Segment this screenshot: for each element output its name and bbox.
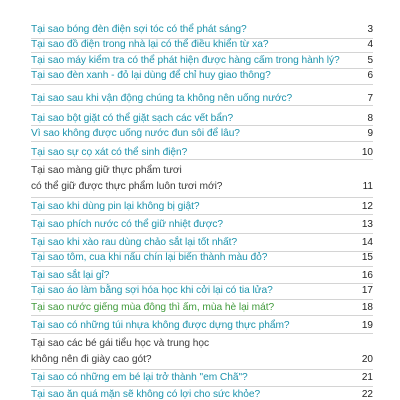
- toc-entry-page: 15: [361, 252, 373, 263]
- toc-entry-page: 18: [361, 302, 373, 313]
- toc-entry-page: 16: [361, 270, 373, 281]
- toc-entry-page: 5: [367, 55, 373, 66]
- toc-entry-title: Tại sao bột giặt có thể giặt sạch các vết bẩn?: [31, 113, 234, 124]
- toc-entry[interactable]: [31, 267, 373, 284]
- toc-entry[interactable]: [31, 142, 373, 160]
- toc-entry[interactable]: [31, 85, 373, 106]
- toc-entry-title: Vì sao không được uống nước đun sôi để lâu?: [31, 128, 240, 139]
- toc-entry-title: Tại sao sự cọ xát có thể sinh điện?: [31, 147, 188, 158]
- toc-entry-title: Tại sao sắt lại gỉ?: [31, 270, 110, 281]
- toc-entry-title: Tại sao áo làm bằng sợi hóa học khi cởi lại có tia lửa?: [31, 285, 273, 296]
- toc-entry-page: 8: [367, 113, 373, 124]
- toc-entry-title: Tại sao sau khi vận động chúng ta không nên uống nước?: [31, 93, 293, 104]
- toc-entry-title: Tại sao khi dùng pin lại không bị giật?: [31, 201, 200, 212]
- toc-entry-page: 19: [361, 320, 373, 331]
- toc-entry-page: 20: [361, 354, 373, 365]
- toc-entry[interactable]: [31, 39, 373, 53]
- toc-entry-page: 22: [361, 389, 373, 400]
- toc-entry[interactable]: [31, 53, 373, 69]
- toc-entry-page: 13: [361, 219, 373, 230]
- toc-entry-title: Tại sao có những túi nhựa không được dựng thực phẩm?: [31, 320, 290, 331]
- toc-entry-page: 11: [362, 181, 373, 192]
- toc-entry-page: 9: [367, 128, 373, 139]
- toc-entry-title: Tại sao phích nước có thể giữ nhiệt được?: [31, 219, 224, 230]
- toc-entry-page: 12: [361, 201, 373, 212]
- toc-entry-page: 17: [361, 285, 373, 296]
- toc-entry-title: Tại sao đèn xanh - đỏ lại dùng để chỉ huy giao thông?: [31, 70, 271, 81]
- toc-entry[interactable]: [31, 370, 373, 387]
- toc-entry[interactable]: [31, 160, 373, 198]
- toc-entry[interactable]: [31, 300, 373, 316]
- toc-entry-title: Tại sao máy kiểm tra có thể phát hiện được hàng cấm trong hành lý?: [31, 55, 340, 66]
- toc-entry-title: Tại sao khi xào rau dùng chảo sắt lại tốt nhất?: [31, 237, 238, 248]
- toc-entry[interactable]: [31, 334, 373, 370]
- toc-entry[interactable]: [31, 198, 373, 215]
- toc-entry[interactable]: [31, 316, 373, 334]
- toc-entry-title: Tại sao có những em bé lại trở thành "em Chã"?: [31, 372, 248, 383]
- toc-entry[interactable]: [31, 106, 373, 126]
- toc-entry-page: 10: [361, 147, 373, 158]
- toc-entry-page: 7: [367, 93, 373, 104]
- toc-entry-title: Tại sao các bé gái tiểu học và trung học không nên đi giày cao gót?: [31, 338, 210, 365]
- toc-entry[interactable]: [31, 252, 373, 267]
- toc-entry-page: 14: [361, 237, 373, 248]
- toc-entry-page: 3: [367, 24, 373, 35]
- toc-entry-title: Tại sao ăn quá mặn sẽ không có lợi cho sức khỏe?: [31, 389, 261, 400]
- toc-entry[interactable]: [31, 126, 373, 142]
- toc-entry-title: Tại sao màng giữ thực phẩm tươi có thể giữ được thực phẩm luôn tươi mới?: [31, 165, 223, 192]
- toc-entry[interactable]: [31, 69, 373, 85]
- toc-entry-title: Tại sao bóng đèn điện sợi tóc có thể phát sáng?: [31, 24, 247, 35]
- toc-entry-title: Tại sao tôm, cua khi nấu chín lại biến thành màu đỏ?: [31, 252, 268, 263]
- toc-entry[interactable]: [31, 387, 373, 400]
- toc-entry-page: 6: [367, 70, 373, 81]
- toc-entry[interactable]: [31, 215, 373, 234]
- toc-entry-page: 4: [367, 39, 373, 50]
- toc-entry-title: Tại sao nước giếng mùa đông thì ấm, mùa hè lại mát?: [31, 302, 275, 313]
- toc-entry-page: 21: [361, 372, 373, 383]
- toc-entry[interactable]: [31, 284, 373, 300]
- toc-entry-title: Tại sao đồ điện trong nhà lại có thể điều khiển từ xa?: [31, 39, 269, 50]
